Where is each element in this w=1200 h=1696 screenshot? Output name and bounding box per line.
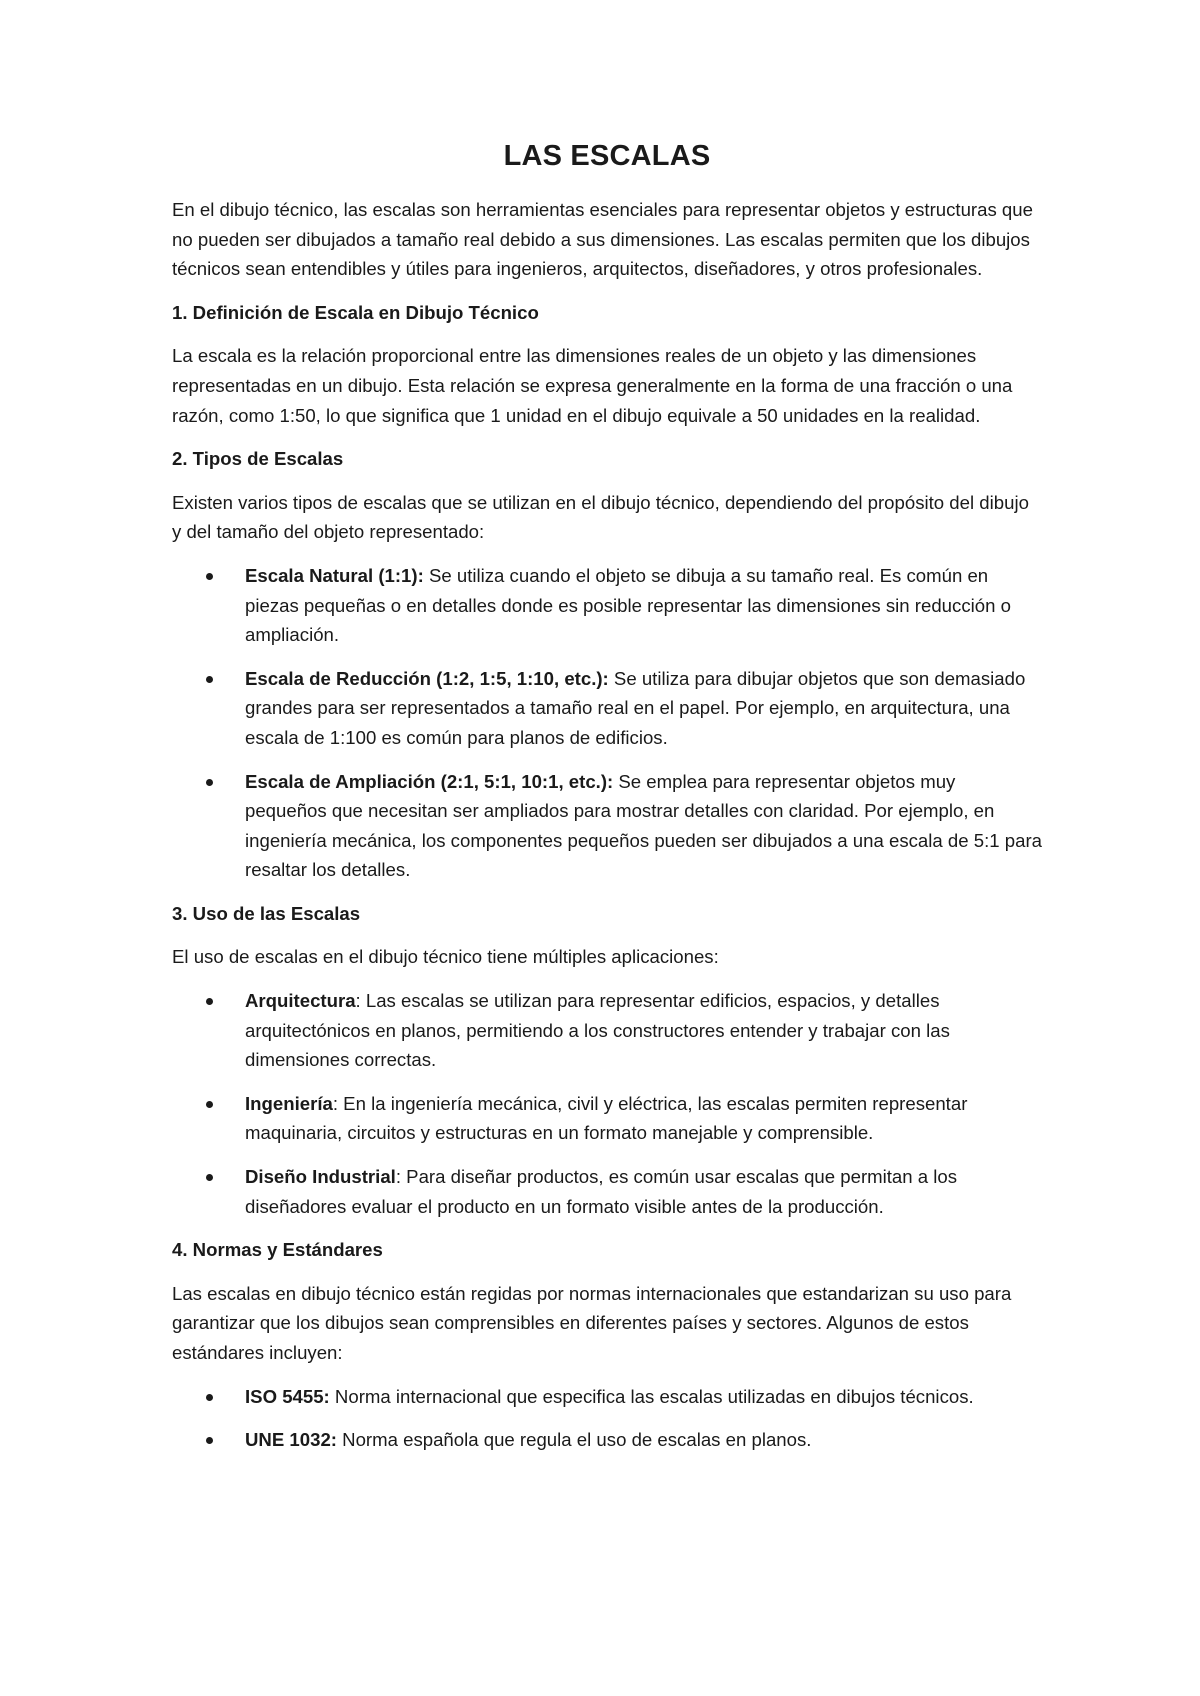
item-text: : Para diseñar productos, es común usar escalas que permitan a los diseñadores evaluar el producto en un formato visible antes de la producción.	[245, 1166, 958, 1217]
section-heading-uso: 3. Uso de las Escalas	[172, 902, 361, 924]
bullet-icon	[206, 676, 213, 683]
item-term: Arquitectura	[245, 990, 356, 1012]
bullet-icon	[206, 1174, 213, 1181]
list-item	[172, 1425, 1042, 1455]
item-term: Ingeniería	[245, 1092, 333, 1114]
bullet-list-normas	[172, 1382, 1042, 1455]
intro-paragraph: En el dibujo técnico, las escalas son herramientas esenciales para representar objetos y estructuras que no pueden ser dibujados a tamaño real debido a sus dimensiones. Las escalas permiten que los dibujos técnicos sean entendibles y útiles para ingenieros, arquitectos, diseñadores, y otros profesionales.	[172, 199, 1033, 280]
list-item	[172, 767, 1042, 885]
section-body-definicion: La escala es la relación proporcional entre las dimensiones reales de un objeto y las dimensiones representadas en un dibujo. Esta relación se expresa generalmente en la forma de una fracción o una razón, como 1:50, lo que significa que 1 unidad en el dibujo equivale a 50 unidades en la realidad.	[172, 345, 1013, 426]
item-text: Se utiliza para dibujar objetos que son demasiado grandes para ser representados a tamaño real en el papel. Por ejemplo, en arquitectura, una escala de 1:100 es común para planos de edificios.	[245, 667, 1026, 748]
document-page	[172, 140, 1042, 1469]
item-text: Norma española que regula el uso de escalas en planos.	[336, 1429, 812, 1451]
list-item	[172, 1089, 1042, 1148]
item-text: Se utiliza cuando el objeto se dibuja a su tamaño real. Es común en piezas pequeñas o en detalles donde es posible representar las dimensiones sin reducción o ampliación.	[245, 564, 1011, 646]
section-body-normas: Las escalas en dibujo técnico están regidas por normas internacionales que estandarizan su uso para garantizar que los dibujos sean comprensibles en diferentes países y sectores. Algunos de estos estándares incluyen:	[172, 1282, 1012, 1363]
item-term: Diseño Industrial	[245, 1166, 396, 1188]
list-item	[172, 1162, 1042, 1221]
section-body-tipos: Existen varios tipos de escalas que se utilizan en el dibujo técnico, dependiendo del propósito del dibujo y del tamaño del objeto representado:	[172, 491, 1029, 543]
section-heading-normas: 4. Normas y Estándares	[172, 1239, 383, 1261]
item-term: UNE 1032:	[245, 1429, 337, 1451]
item-text: : Las escalas se utilizan para representar edificios, espacios, y detalles arquitectónicos en planos, permitiendo a los constructores entender y trabajar con las dimensiones correctas.	[245, 990, 950, 1071]
bullet-icon	[206, 573, 213, 580]
list-item	[172, 561, 1042, 650]
list-item	[172, 986, 1042, 1075]
section-heading-tipos: 2. Tipos de Escalas	[172, 448, 344, 470]
bullet-icon	[206, 998, 213, 1005]
section-heading-definicion: 1. Definición de Escala en Dibujo Técnico	[172, 301, 539, 323]
bullet-icon	[206, 1394, 213, 1401]
item-term: Escala de Reducción (1:2, 1:5, 1:10, etc.):	[245, 667, 609, 689]
bullet-icon	[206, 779, 213, 786]
bullet-icon	[206, 1101, 213, 1108]
item-term: Escala de Ampliación (2:1, 5:1, 10:1, etc.):	[245, 770, 614, 792]
bullet-list-uso	[172, 986, 1042, 1221]
page-title: LAS ESCALAS	[503, 140, 711, 172]
item-text: Se emplea para representar objetos muy pequeños que necesitan ser ampliados para mostrar detalles con claridad. Por ejemplo, en ingeniería mecánica, los componentes pequeños pueden ser dibujados a una escala de 5:1 para resaltar los detalles.	[245, 770, 1042, 881]
list-item	[172, 1382, 1042, 1412]
item-text: Norma internacional que especifica las escalas utilizadas en dibujos técnicos.	[329, 1385, 974, 1407]
list-item	[172, 664, 1042, 753]
section-body-uso: El uso de escalas en el dibujo técnico tiene múltiples aplicaciones:	[172, 946, 719, 968]
bullet-icon	[206, 1437, 213, 1444]
item-term: Escala Natural (1:1):	[245, 564, 424, 586]
item-text: : En la ingeniería mecánica, civil y eléctrica, las escalas permiten representar maquinaria, circuitos y estructuras en un formato manejable y comprensible.	[245, 1092, 968, 1144]
item-term: ISO 5455:	[245, 1385, 330, 1407]
bullet-list-tipos	[172, 561, 1042, 885]
